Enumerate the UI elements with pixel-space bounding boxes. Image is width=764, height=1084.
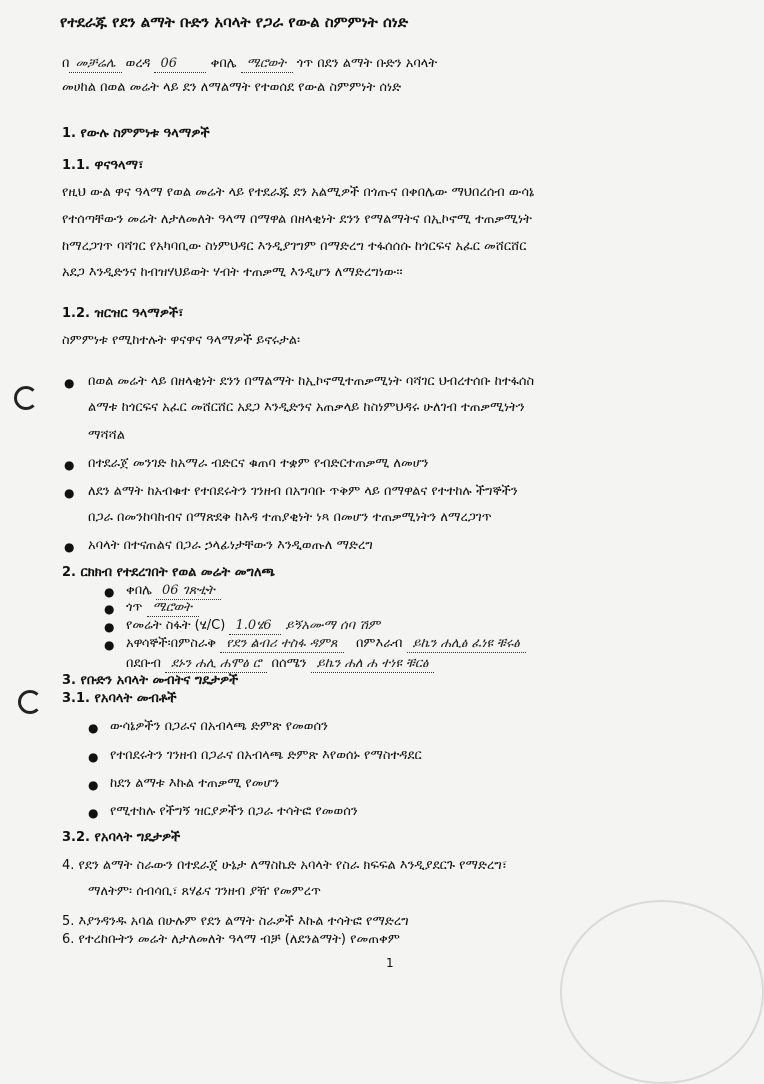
bullet-text: ልማቱ ከጎርፍና አፈር መሸርሸር አደጋ እንዲድንና አጠቃላይ ከስነምህዳሩ ሁለገብ ተጠቃሚነትን: [88, 400, 525, 415]
bullet-text: አባላት በተናጠልና በጋራ ኃላፊነታቸውን እንዲወጡለ ማድረግ: [88, 538, 373, 553]
doc-title: የተደራጁ የደን ልማት ቡድን አባላት የጋራ የውል ስምምነት ሰነድ: [60, 13, 409, 31]
section-1-2-intro: ስምምነቱ የሚከተሉት ዋናዋና ዓላማዎች ይኖሩታል፡: [62, 333, 301, 348]
bullet-icon: ●: [64, 458, 75, 472]
punch-hole-icon: [14, 386, 38, 410]
section-1-1-heading: 1.1. ዋናዓላማ፣: [62, 158, 144, 173]
bullet-text: በተደራጀ መንገድ ከአማራ ብድርና ቁጠባ ተቋም የብድርተጠቃሚ ለመሆን: [88, 456, 429, 471]
p1-line: የተሰጣቸውን መሬት ለታለመለት ዓላማ በማዋል በዘላቂነት ደንን የማልማትና በኢኮኖሚ ተጠቃሚነት: [62, 212, 532, 227]
bullet-text: ማሻሻል: [88, 428, 125, 443]
bullet-icon: ●: [64, 376, 75, 390]
right-item: ውሳኔዎችን በጋራና በአብላጫ ድምጽ የመወሰን: [110, 719, 328, 734]
section-3-1-heading: 3.1. የአባላት መብቶች: [62, 691, 177, 706]
land-boundary-east-west: አዋሳኞች፡በምስራቅ የደን ልብሪ ተስፋ ዳምጸ በምእራብ ይኬን ሐሊፅ ፈነዩ ቹሩፅ: [126, 636, 526, 653]
section-1-heading: 1. የውሉ ስምምነቱ ዓላማዎች: [62, 126, 210, 141]
bullet-icon: ●: [64, 540, 75, 554]
intro-line-2: መሀከል በወል መሬት ላይ ደን ለማልማት የተወሰደ የውል ስምምነት ሰነድ: [62, 80, 402, 95]
bullet-icon: ●: [88, 750, 99, 764]
duty-6: 6. የተረከቡትን መሬት ለታለመለት ዓላማ ብቻ (ለደንልማት) የመጠቀም: [62, 932, 400, 947]
right-item: የሚተከሉ የችግኝ ዝርያዎችን በጋራ ተሳትፎ የመወሰን: [110, 804, 358, 819]
duty-4-cont: ማለትም፡ ሰብሳቢ፣ ጸሃፊና ገንዘብ ያዥ የመምረጥ: [88, 884, 321, 899]
bullet-icon: ●: [104, 602, 115, 616]
punch-hole-icon: [18, 690, 42, 714]
bullet-icon: ●: [104, 620, 115, 634]
land-area: የመሬት ስፋት (ሄ/C) 1.0ሄ6 ይኝአሙማ ሰባ ሽም: [126, 618, 381, 633]
page-number: 1: [386, 956, 394, 970]
section-1-2-heading: 1.2. ዝርዝር ዓላማዎች፣: [62, 306, 184, 321]
p1-line: ከማረጋገጥ ባሻገር የአካባቢው ስነምህዳር እንዲያገግም በማድረግ ተፋሰሰሱ ከጎርፍና አፈር መሸርሸር: [62, 239, 527, 254]
bullet-text: ለደን ልማት ከአብቁተ የተበደሩትን ገንዘብ በአግባቡ ጥቅም ላይ በማዋልና የተተከሉ ችግኞችን: [88, 484, 518, 499]
woreda-field: 06: [154, 56, 206, 73]
bullet-text: በጋራ በመንከባከብና በማጽደቅ ከእዳ ተጠያቂነት ነጻ በመሆን ተጠቃሚነትን ለማረጋገጥ: [88, 510, 492, 525]
bullet-text: በወል መሬት ላይ በዘላቂነት ደንን በማልማት ከኢኮኖሚተጠቃሚነት ባሻገር ህብረተሰቡ ከተፋሰስ: [88, 374, 535, 389]
section-2-heading: 2. ርክክብ የተደረገበት የወል መሬት መግለጫ: [62, 565, 276, 580]
section-3-2-heading: 3.2. የአባላት ግዴታዎች: [62, 830, 181, 845]
bullet-icon: ●: [88, 778, 99, 792]
bullet-icon: ●: [104, 638, 115, 652]
bullet-icon: ●: [64, 486, 75, 500]
right-item: የተበደሩትን ገንዘብ በጋራና በአብላጫ ድምጽ እየወሰኑ የማስተዳደር: [110, 748, 422, 763]
p1-line: አደጋ እንዲድንና ከብዝሃህይወት ሃብት ተጠቃሚ እንዲሆን ለማድረግነው፡፡: [62, 265, 403, 280]
kebele-field: ሜሮወት: [241, 56, 293, 73]
bullet-icon: ●: [104, 585, 115, 599]
intro-line-1: በ መቻሬሌ ወረዳ 06 ቀበሌ ሜሮወት ጎጥ በደን ልማት ቡድን አባላት: [62, 56, 438, 71]
land-got: ጎጥ ሜሮወት: [126, 600, 199, 617]
duty-5: 5. እያንዳንዱ አባል በሁሉም የደን ልማት ስራዎች እኩል ተሳትፎ የማድረግ: [62, 914, 409, 929]
p1-line: የዚህ ውል ዋና ዓላማ የወል መሬት ላይ የተደራጁ ደን አልሚዎች በጎጡና በቀበሌው ማህበረሰብ ውሳኔ: [62, 185, 535, 200]
bullet-icon: ●: [88, 806, 99, 820]
section-3-heading: 3. የቡድን አባላት መብትና ግዴታዎች: [62, 673, 239, 688]
land-kebele: ቀበሌ 06 ገጽቲት: [126, 583, 221, 600]
bullet-icon: ●: [88, 721, 99, 735]
land-boundary-south-north: በደቡብ ደኑን ሐሊ ሐሞፅ ሮ በሰሜን ይኬን ሐለ ሐ ተነዩ ቹርፅ: [126, 656, 434, 673]
stamp-mark: [560, 900, 764, 1084]
duty-4: 4. የደን ልማት ስራውን በተደራጀ ሁኔታ ለማስኬድ አባላት የስራ ክፍፍል እንዲያደርጉ የማድረግ፣: [62, 858, 508, 873]
right-item: ከደን ልማቱ እኩል ተጠቃሚ የመሆን: [110, 776, 280, 791]
place-field: መቻሬሌ: [69, 56, 121, 73]
